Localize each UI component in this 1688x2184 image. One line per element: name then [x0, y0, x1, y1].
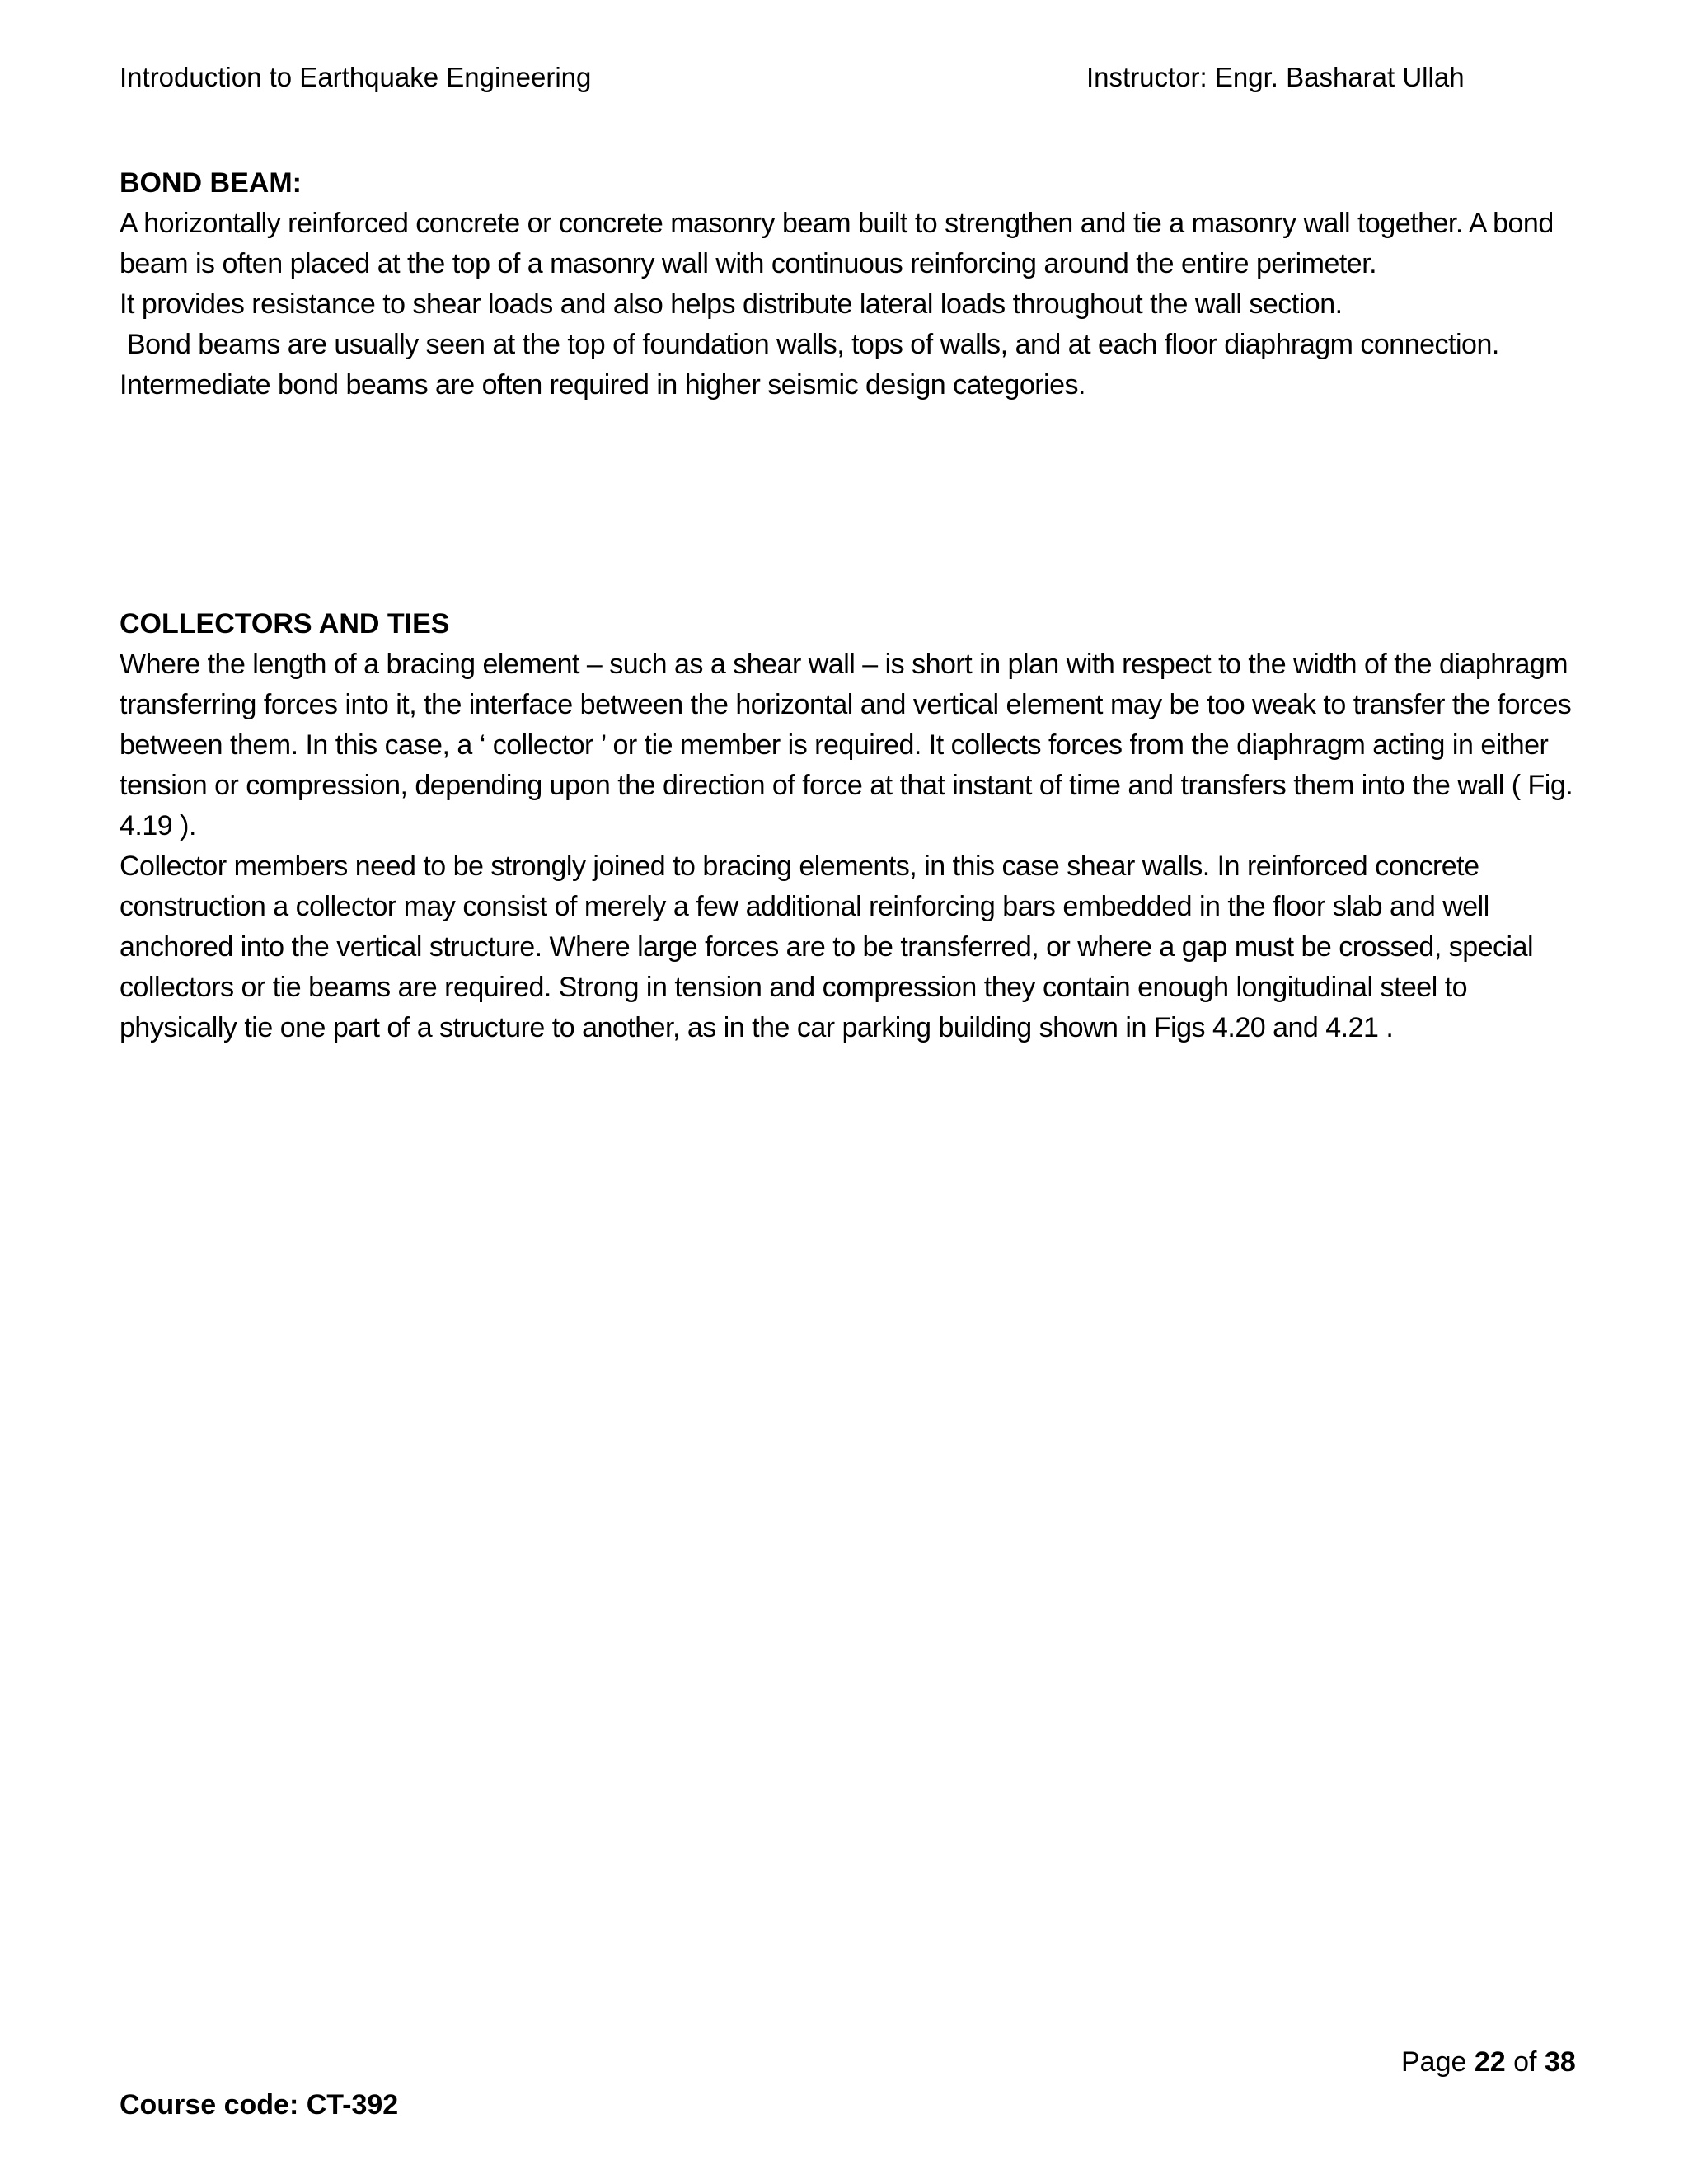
page-total: 38 — [1544, 2046, 1576, 2078]
paragraph: It provides resistance to shear loads and also helps distribute lateral loads throughout the wall section. — [120, 288, 1343, 320]
paragraph: Collector members need to be strongly joined to bracing elements, in this case shear walls. In reinforced concrete construction a collector may consist of merely a few additional reinforcing bars embedded in the floor slab and well anchored into the vertical structure. Where large forces are to be transferred, or where a gap must be crossed, special collectors or tie beams are required. Strong in tension and compression they contain enough longitudinal steel to physically tie one part of a structure to another, as in the car parking building shown in Figs 4.20 and 4.21 . — [120, 851, 1540, 1043]
section-heading: BOND BEAM: — [120, 167, 302, 199]
page-current: 22 — [1474, 2046, 1506, 2078]
header-course-title: Introduction to Earthquake Engineering — [120, 62, 592, 92]
section-heading: COLLECTORS AND TIES — [120, 608, 450, 640]
paragraph: Where the length of a bracing element – such as a shear wall – is short in plan with respect to the width of the diaphragm transferring forces into it, the interface between the horizontal and vertical element may be too weak to transfer the forces between them. In this case, a ‘ collector ’ or tie member is required. It collects forces from the diaphragm acting in either tension or compression, depending upon the direction of force at that instant of time and transfers them into the wall ( Fig. 4.19 ). — [120, 649, 1581, 841]
header-instructor: Instructor: Engr. Basharat Ullah — [1086, 62, 1465, 92]
paragraph: Bond beams are usually seen at the top of foundation walls, tops of walls, and at each floor diaphragm connection. Intermediate bond beams are often required in higher seismic design categories. — [120, 329, 1507, 401]
page-prefix: Page — [1401, 2046, 1475, 2078]
section-bond-beam — [120, 163, 1578, 405]
page-number — [1401, 2044, 1576, 2080]
page-of: of — [1505, 2046, 1545, 2078]
section-collectors-and-ties — [120, 604, 1581, 1048]
paragraph: A horizontally reinforced concrete or concrete masonry beam built to strengthen and tie a masonry wall together. A bond beam is often placed at the top of a masonry wall with continuous reinforcing around the entire perimeter. — [120, 208, 1561, 279]
course-code: Course code: CT-392 — [120, 2089, 399, 2121]
